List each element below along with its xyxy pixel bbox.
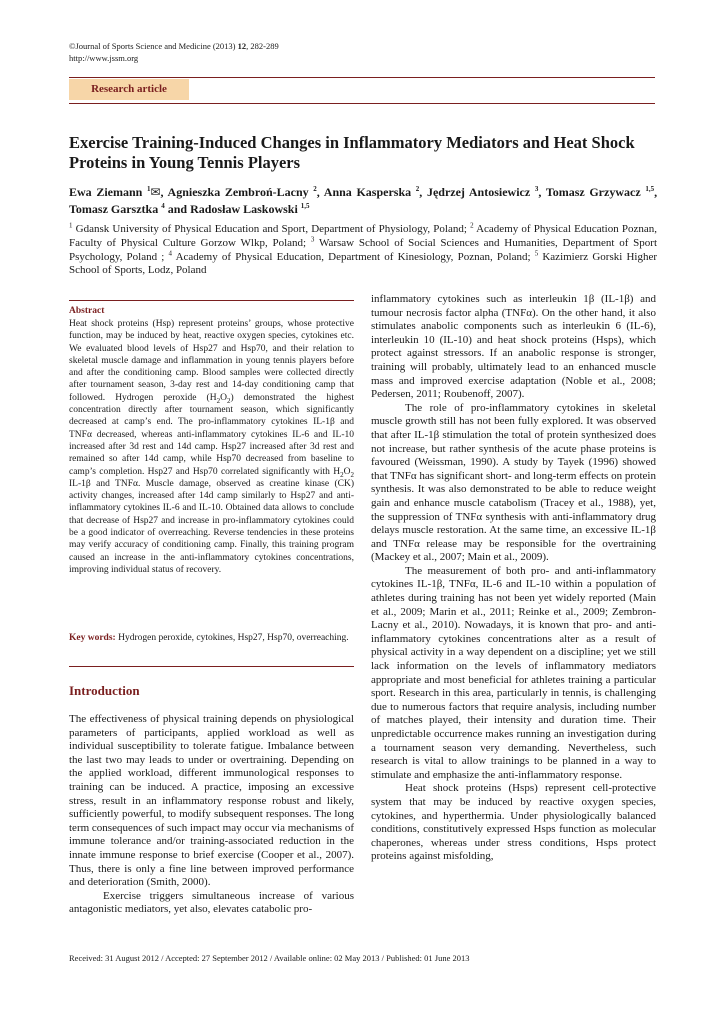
subscript: 2 [350, 470, 354, 479]
affiliation-mark: 5 [534, 248, 539, 257]
journal-citation [69, 40, 469, 64]
journal-pages: , 282-289 [246, 41, 279, 51]
author-name: Tomasz Grzywacz [545, 185, 641, 199]
author-name: Radosław Laskowski [190, 202, 298, 216]
paragraph: The effectiveness of physical training depends on physiological parameters of participants, applied workload as well as individual susceptibility to tolerate fatigue. Imbalance between the last two may leads to under or overtraining. Depending on the applied workload, different immunological responses to training can be induced. A practice, imposing an excessive stress, result in an inflammatory response robust and likely, sufficiently powerful, to modify subsequent responses. The long term consequences of such impact may occur via mechanisms of immune tolerance and/or training-associated reduction in the innate immune response to brief exercise (Cooper et al., 2007). Thus, there is only a fine line between improved performance and deterioration (Smith, 2000). [69, 713, 354, 889]
affiliations [69, 223, 657, 278]
author-affiliation-mark: 1,5 [300, 202, 310, 210]
author-name: Agnieszka Zembroń-Lacny [167, 185, 309, 199]
author-name: Ewa Ziemann [69, 185, 143, 199]
abstract-text: ) demonstrated the highest concentration directly after tournament season, which significantly decreased at camp’s end. The pro-inflammatory cytokines IL-1β and TNFα decreased, whereas anti-inflammatory cytokines IL-6 and IL-10 increased after 3d rest and 14d camp. Hsp27 increased after 3d rest and remained so after 14d camp, while Hsp70 decreased from baseline to camp’s completion. Hsp27 and Hsp70 correlated significantly with H [69, 392, 354, 477]
journal-volume: 12 [237, 41, 247, 51]
affiliation-mark: 1 [69, 221, 73, 230]
affiliation-text: Gdansk University of Physical Education and Sport, Department of Physiology, Poland; [72, 223, 471, 235]
keywords-label: Key words: [69, 633, 116, 643]
abstract-text: O [220, 392, 227, 403]
paragraph: Heat shock proteins (Hsps) represent cell-protective system that may be induced by reactive oxygen species, cytokines, and hyperthermia. Under physiologically balanced conditions, constitutively expressed Hsps function as molecular chaperones, whereas under stress conditions, Hsps protect proteins against misfolding, [371, 782, 656, 863]
journal-line: ©Journal of Sports Science and Medicine (2013) [69, 41, 238, 51]
abstract-text: Heat shock proteins (Hsp) represent proteins’ groups, whose protective function, may be induced by heat, reactive oxygen species, cytokines etc. We evaluated blood levels of Hsp27 and Hsp70, and their relation to skeletal muscle damage and inflammation in young tennis players before and after the conditioning camp. Blood samples were collected directly after tournament season, 3-day rest and 14-day conditioning camp that followed. Hydrogen peroxide (H [69, 319, 354, 403]
author-affiliation-mark: 3 [534, 185, 539, 193]
journal-url[interactable]: http://www.jssm.org [69, 53, 139, 63]
affiliation-text: Academy of Physical Education Poznan, Faculty of Physical Culture Gorzow Wlkp, Poland; [69, 223, 658, 249]
introduction-heading: Introduction [69, 683, 140, 698]
subscript: 2 [216, 396, 221, 405]
author-affiliation-mark: 1,5 [645, 185, 655, 193]
paragraph: inflammatory cytokines such as interleukin 1β (IL-1β) and tumour necrosis factor alpha (TNFα). On the other hand, it also stimulates anabolic components such as interleukin 6 (IL-6), interleukin 10 (IL-10) and heat shock proteins (Hsps), which protect against stressors. If an anabolic response is stronger, training will probably, ultimately lead to an enhanced muscle mass and improved exercise adaptation (Noble et al., 2008; Pedersen, 2011; Roubenoff, 2007). [371, 293, 656, 401]
mail-icon[interactable]: ✉ [150, 185, 161, 199]
publication-dates: Received: 31 August 2012 / Accepted: 27 September 2012 / Available online: 02 May 2013 / Published: 01 June 2013 [69, 953, 470, 963]
abstract-bottom-rule [69, 666, 354, 667]
abstract-text: O [343, 466, 351, 477]
abstract-text: IL-1β and TNFα. Muscle damage, observed as creatine kinase (CK) activity changes, increased after 14d camp similarly to Hsp27 and anti-inflammatory cytokines IL-6 and IL-10. Obtained data allows to conclude that decrease of Hsp27 and increase in pro-inflammatory cytokines could be a good indicator of overreaching. Reverse tendencies in these proteins may verify accuracy of conditioning camp. Finally, this training program caused an increase in the anti-inflammatory cytokines concentrations, improving individual status of recovery. [69, 478, 354, 575]
article-type-badge: Research article [69, 79, 189, 100]
affiliation-mark: 3 [310, 235, 315, 244]
author-name: Jędrzej Antosiewicz [426, 185, 531, 199]
affiliation-text: Academy of Physical Education, Department of Kinesiology, Poznan, Poland; [172, 250, 535, 263]
author-name: Tomasz Garsztka [69, 202, 159, 216]
paragraph: The role of pro-inflammatory cytokines in skeletal muscle growth still has not been fully explored. It was observed that after IL-1β stimulation the total of protein synthesized does not increase, but rather synthesis of the acute phase proteins is favoured (Weissman, 1990). A study by Tayek (1996) showed that TNFα has significant short- and long-term effects on protein synthesis. It was also demonstrated to be able to reduce weight gain and enhance muscle catabolism (Tracey et al., 1988), yet, the suppression of TNFα synthesis with anti-inflammatory drug delays muscle restoration. At the same time, an excessive IL-1β and TNFα release may be responsible for the overtraining (Mackey et al., 2007; Main et al., 2009). [371, 401, 656, 564]
subscript: 2 [340, 470, 344, 479]
affiliation-mark: 4 [168, 248, 172, 257]
left-column [69, 713, 354, 917]
header-rule [69, 77, 655, 78]
author-affiliation-mark: 4 [161, 202, 165, 210]
abstract-top-rule [69, 300, 354, 301]
paragraph: The measurement of both pro- and anti-inflammatory cytokines IL-1β, TNFα, IL-6 and IL-10 within a population of athletes during training has not been yet widely reported (Main et al., 2009; Marin et al., 2011; Reinke et al., 2009; Zembron-Lacny et al., 2010). Nowadays, it is known that pro- and anti-inflammatory cytokines concentrations alter as a result of physical activity in a way dependent on a discipline; yet we still lack information on the levels of inflammatory mediators appropriate and most beneficial for athletes training a particular sport. Research in this area, particularly in tennis, is challenging due to numerous factors that require analysis, including number of matches played, their intensity and duration time. Their unpredictable occurrence makes running an investigation during a tournament season very demanding. Nevertheless, such research is vital to allow trainings to be planned in a way to stimulate and emphasize the anti-inflammatory response. [371, 564, 656, 781]
affiliation-mark: 2 [470, 221, 474, 230]
author-affiliation-mark: 2 [313, 185, 317, 193]
affiliation-text: Warsaw School of Social Sciences and Humanities, Department of Sport Psychology, Poland ; [69, 236, 658, 263]
keywords [69, 632, 354, 644]
author-affiliation-mark: 1 [146, 185, 151, 193]
author-affiliation-mark: 2 [415, 185, 420, 193]
abstract-body [69, 318, 354, 576]
right-column [371, 293, 656, 864]
author-name: Anna Kasperska [323, 185, 412, 199]
subscript: 2 [226, 396, 231, 405]
article-title: Exercise Training-Induced Changes in Inflammatory Mediators and Heat Shock Proteins in Young Tennis Players [69, 133, 635, 172]
abstract-heading: Abstract [69, 306, 105, 316]
badge-rule [69, 103, 655, 104]
keywords-text: Hydrogen peroxide, cytokines, Hsp27, Hsp70, overreaching. [115, 633, 349, 643]
paragraph: Exercise triggers simultaneous increase of various antagonistic mediators, yet also, elevates catabolic pro- [69, 889, 354, 916]
author-list: Ewa Ziemann $^1$✉, Agnieszka Zembroń-Lacny $^2$, Anna Kasperska $^2$, Jędrzej Antosiewicz $^3$, Tomasz Grzywacz $^{1,5}$, Tomasz Garsztka $^4$ and Radosław Laskowski $^{1,5}$ [69, 185, 658, 216]
affiliation-text: Kazimierz Gorski Higher School of Sports, Lodz, Poland [69, 250, 657, 277]
